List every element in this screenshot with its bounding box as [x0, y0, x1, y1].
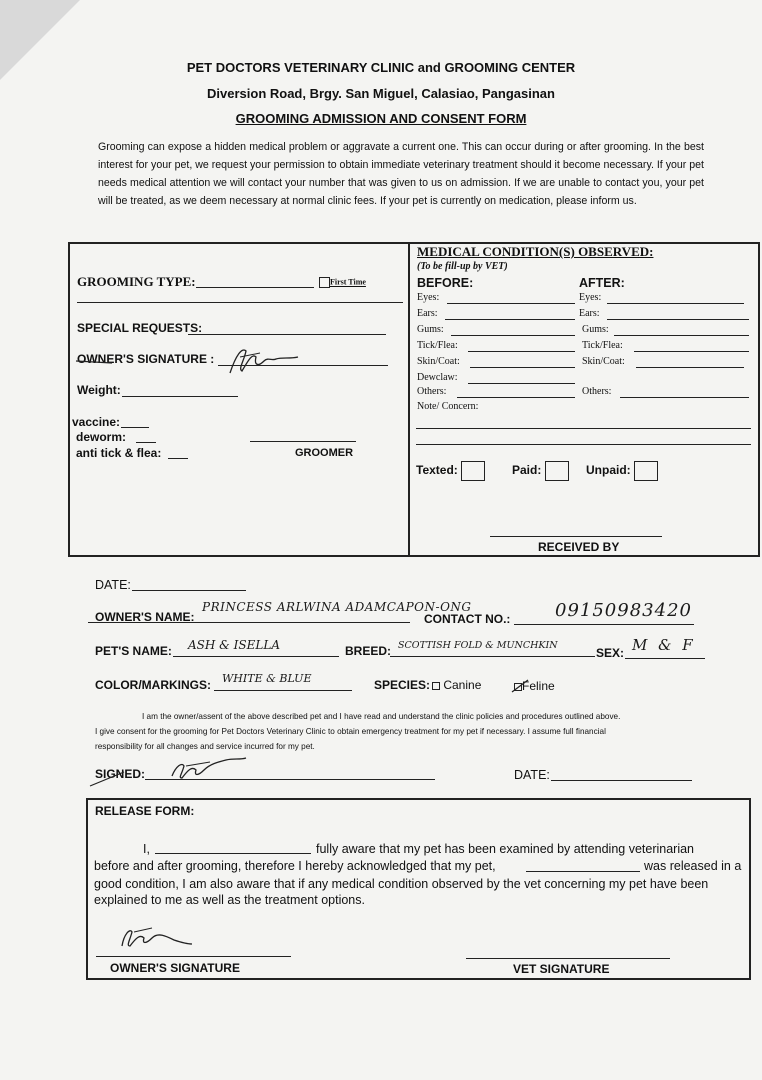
anti-tick-label: anti tick & flea:: [76, 446, 162, 460]
color-markings-value: WHITE & BLUE: [222, 672, 312, 685]
contact-label: CONTACT NO.:: [424, 612, 511, 626]
owner-name-label: OWNER'S NAME:: [95, 610, 195, 624]
signed-signature-image: [86, 752, 256, 792]
pet-name-value: ASH & ISELLA: [188, 638, 280, 652]
breed-label: BREED:: [345, 644, 392, 658]
sex-value: M & F: [632, 636, 696, 654]
medical-title: MEDICAL CONDITION(S) OBSERVED:: [417, 244, 654, 259]
feline-check-mark: [510, 678, 530, 694]
owner-signature-caption: OWNER'S SIGNATURE: [110, 961, 240, 975]
consent-line-2: I give consent for the grooming for Pet Doctors Veterinary Clinic to obtain emergency treatment for my pet if necessary. I assume full financial: [95, 727, 606, 736]
groomer-label: GROOMER: [295, 447, 354, 459]
breed-value: SCOTTISH FOLD & MUNCHKIN: [398, 640, 558, 651]
owner-name-value: PRINCESS ARLWINA ADAMCAPON-ONG: [202, 600, 472, 614]
release-p3: good condition, I am also aware that if any medical condition observed by the vet concerning my pet have been: [94, 877, 709, 891]
note-concern-label: Note/ Concern:: [417, 401, 479, 412]
owner-signature-label: OWNER'S SIGNATURE :: [77, 352, 215, 366]
grooming-type-label: GROOMING TYPE:: [77, 274, 196, 289]
contact-value: 09150983420: [555, 600, 692, 621]
paid-checkbox[interactable]: [545, 461, 569, 481]
after-eyes: Eyes:: [579, 292, 602, 303]
after-ears: Ears:: [579, 308, 600, 319]
signed-label: SIGNED:: [95, 767, 146, 781]
owner-signature-image: [72, 343, 312, 379]
texted-checkbox[interactable]: [461, 461, 485, 481]
vet-signature-caption: VET SIGNATURE: [513, 962, 610, 976]
first-time-checkbox[interactable]: [319, 277, 330, 288]
clinic-name: PET DOCTORS VETERINARY CLINIC and GROOMING CENTER: [186, 60, 576, 75]
feline-option[interactable]: Feline: [514, 679, 555, 693]
consent-line-1: I am the owner/assent of the above described pet and I have read and understand the clinic policies and procedures outlined above.: [142, 712, 621, 721]
after-others: Others:: [582, 386, 612, 397]
release-owner-signature-image: [116, 920, 196, 956]
before-gums: Gums:: [417, 324, 444, 335]
before-others: Others:: [417, 386, 447, 397]
canine-checkbox[interactable]: [432, 682, 440, 690]
before-tickflea: Tick/Flea:: [417, 340, 458, 351]
form-title: GROOMING ADMISSION AND CONSENT FORM: [235, 111, 527, 126]
species-label: SPECIES:: [374, 678, 431, 692]
release-p2b: was released in a: [644, 859, 742, 873]
before-eyes: Eyes:: [417, 292, 440, 303]
consent-line-3: responsibility for all changes and service incurred for my pet.: [95, 742, 315, 751]
consent-date-label: DATE:: [514, 768, 550, 782]
before-dewclaw: Dewclaw:: [417, 372, 458, 383]
release-p2a: before and after grooming, therefore I hereby acknowledged that my pet,: [94, 859, 496, 873]
date-label: DATE:: [95, 578, 131, 592]
column-divider: [408, 242, 410, 555]
color-markings-label: COLOR/MARKINGS:: [95, 678, 211, 692]
before-heading: BEFORE:: [417, 276, 474, 290]
weight-label: Weight:: [77, 383, 121, 397]
before-skincoat: Skin/Coat:: [417, 356, 460, 367]
after-skincoat: Skin/Coat:: [582, 356, 625, 367]
release-title: RELEASE FORM:: [95, 804, 195, 818]
intro-paragraph: Grooming can expose a hidden medical problem or aggravate a current one. This can occur during or after grooming. In the best interest for your pet, we request your permission to obtain immediate veterinary treatment should it become necessary. If your pet needs medical attention we will contact your number that was given to us on admission. If we are unable to contact you, your pet will be treated, as we deem necessary at normal clinic fees. If your pet is currently on medication, please inform us.: [98, 141, 704, 207]
special-requests-label: SPECIAL REQUESTS:: [77, 321, 203, 335]
after-heading: AFTER:: [579, 276, 625, 290]
vaccine-label: vaccine:: [72, 415, 121, 429]
texted-option[interactable]: Texted:: [416, 461, 485, 481]
sex-label: SEX:: [596, 646, 625, 660]
after-tickflea: Tick/Flea:: [582, 340, 623, 351]
canine-option[interactable]: Canine: [432, 678, 481, 692]
deworm-label: deworm:: [76, 430, 127, 444]
paid-option[interactable]: Paid:: [512, 461, 569, 481]
release-p1: fully aware that my pet has been examined by attending veterinarian: [316, 842, 695, 856]
unpaid-checkbox[interactable]: [634, 461, 658, 481]
received-by-label: RECEIVED BY: [538, 540, 620, 554]
after-gums: Gums:: [582, 324, 609, 335]
clinic-address: Diversion Road, Brgy. San Miguel, Calasiao, Pangasinan: [207, 86, 555, 101]
release-p4: explained to me as well as the treatment options.: [94, 893, 365, 907]
pet-name-label: PET'S NAME:: [95, 644, 172, 658]
medical-subtitle: (To be fill-up by VET): [417, 261, 508, 272]
first-time-option[interactable]: First Time: [319, 277, 366, 288]
unpaid-option[interactable]: Unpaid:: [586, 461, 658, 481]
release-i: I,: [143, 842, 150, 856]
before-ears: Ears:: [417, 308, 438, 319]
